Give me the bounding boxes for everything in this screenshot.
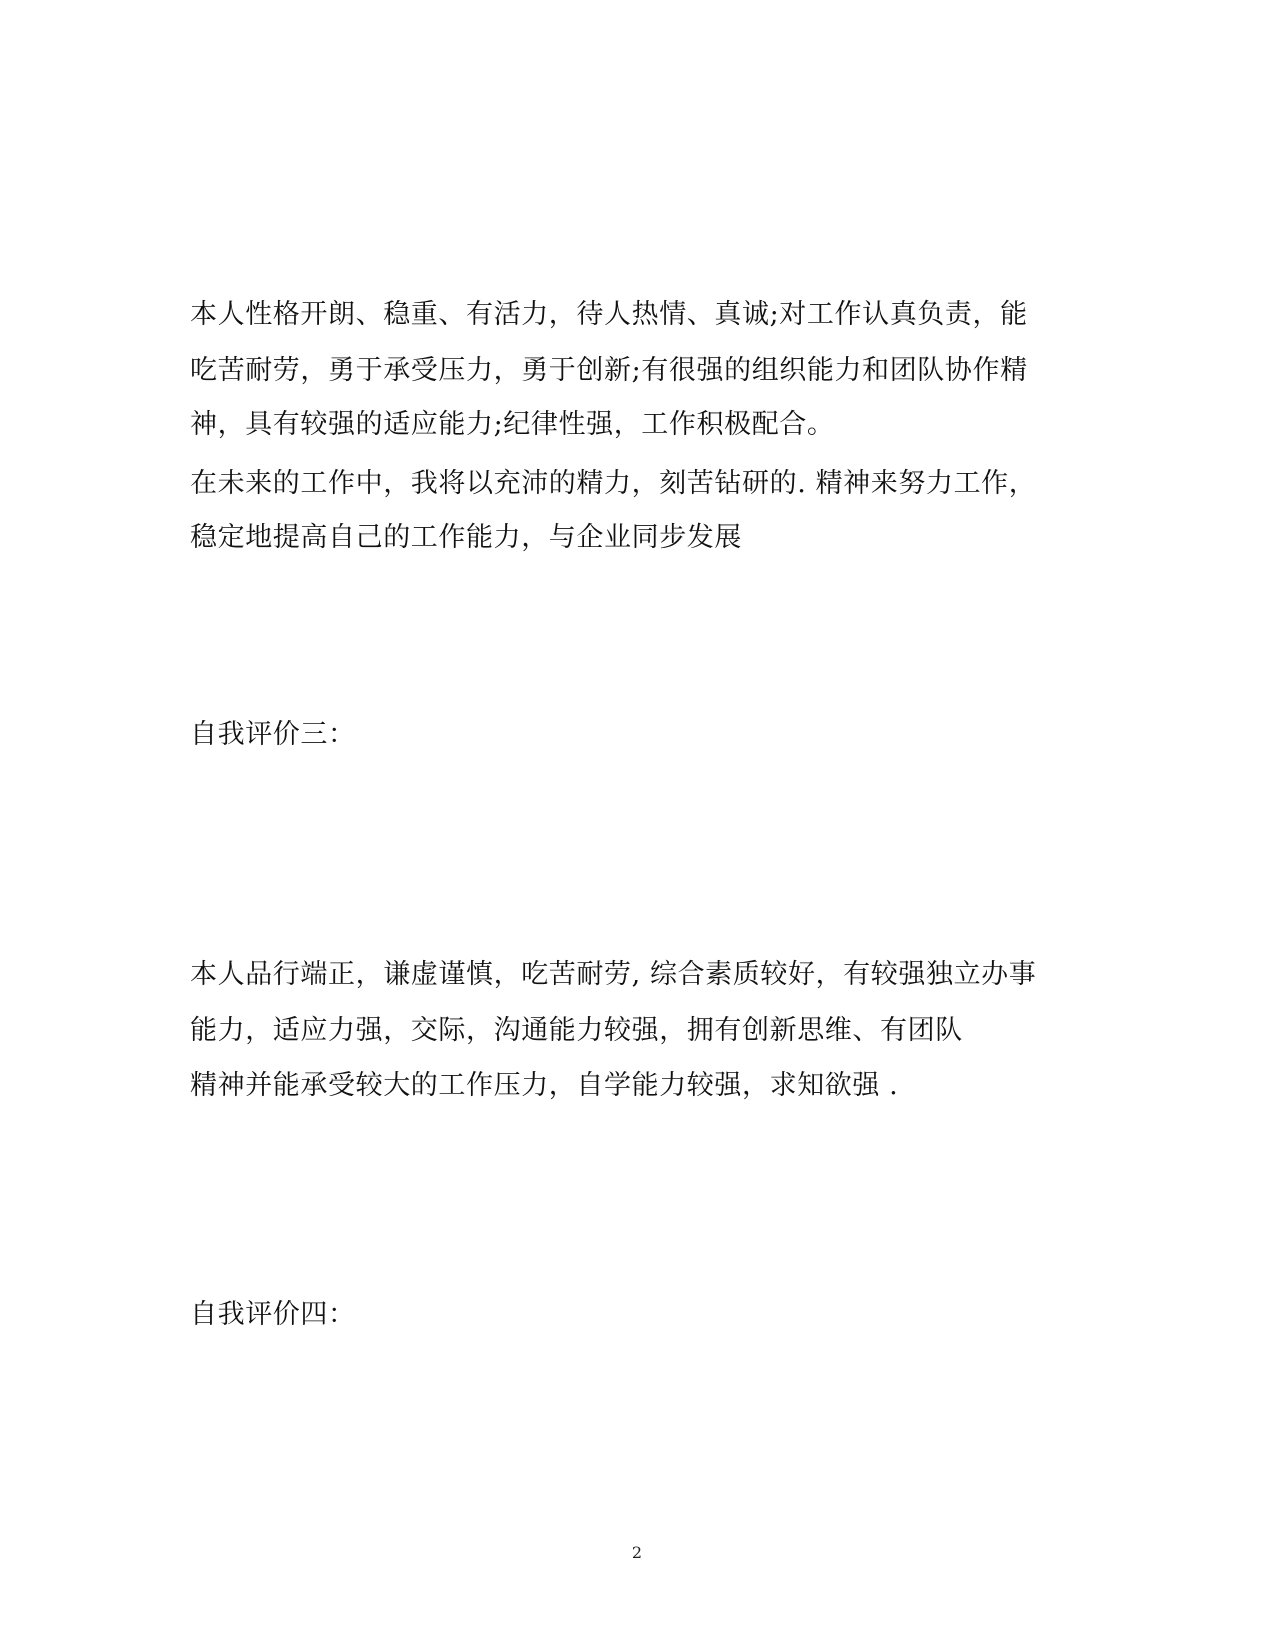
paragraph-3-line-2: 能力，适应力强，交际，沟通能力较强，拥有创新思维、有团队 [190,1015,963,1046]
paragraph-2-line-2: 稳定地提高自己的工作能力，与企业同步发展 [190,522,742,553]
paragraph-1-line-2: 吃苦耐劳，勇于承受压力，勇于创新;有很强的组织能力和团队协作精 [190,355,1028,386]
paragraph-3-line-1: 本人品行端正，谦虚谨慎，吃苦耐劳, 综合素质较好，有较强独立办事 [190,959,1037,990]
paragraph-3-line-3: 精神并能承受较大的工作压力，自学能力较强，求知欲强 . [190,1070,899,1101]
section-heading-4: 自我评价四： [190,1299,356,1330]
paragraph-2-line-1: 在未来的工作中，我将以充沛的精力，刻苦钻研的. 精神来努力工作， [190,468,1037,499]
section-heading-3: 自我评价三： [190,719,356,750]
paragraph-1-line-3: 神，具有较强的适应能力;纪律性强，工作积极配合。 [190,409,835,440]
page-number: 2 [631,1543,643,1562]
paragraph-1-line-1: 本人性格开朗、稳重、有活力，待人热情、真诚;对工作认真负责，能 [190,299,1028,330]
